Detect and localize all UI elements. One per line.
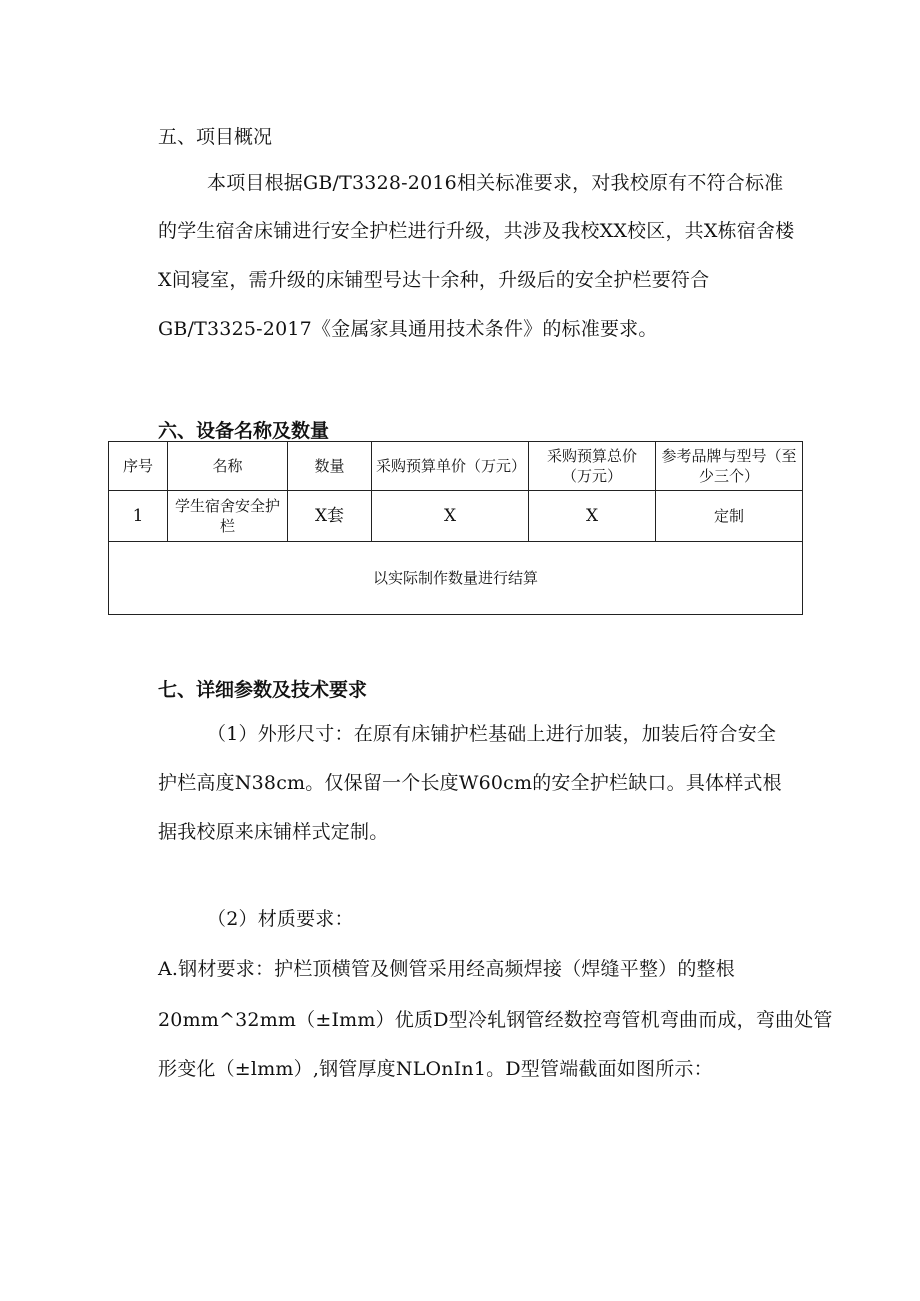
section6-heading: 六、设备名称及数量 [158, 420, 330, 442]
section5-heading: 五、项目概况 [158, 126, 273, 148]
section5-line-3: X间寝室，需升级的床铺型号达十余种，升级后的安全护栏要符合 [158, 269, 710, 291]
cell-settlement-note: 以实际制作数量进行结算 [109, 542, 803, 615]
cell-index: 1 [109, 491, 168, 542]
cell-total-price: X [529, 491, 656, 542]
table-note-row [109, 542, 803, 615]
item1-line-1: （1）外形尺寸：在原有床铺护栏基础上进行加装，加装后符合安全 [207, 723, 777, 745]
section7-heading: 七、详细参数及技术要求 [158, 679, 368, 701]
table-header-row [109, 442, 803, 491]
header-brand-model: 参考品牌与型号（至少三个） [656, 442, 803, 491]
section5-line-1: 本项目根据GB/T3328-2016相关标准要求，对我校原有不符合标准 [207, 172, 784, 194]
item1-line-2: 护栏高度N38cm。仅保留一个长度W60cm的安全护栏缺口。具体样式根 [158, 772, 782, 794]
header-total-price: 采购预算总价（万元） [529, 442, 656, 491]
item1-line-3: 据我校原来床铺样式定制。 [158, 821, 389, 843]
cell-brand-model: 定制 [656, 491, 803, 542]
item2-line-1: A.钢材要求：护栏顶横管及侧管采用经高频焊接（焊缝平整）的整根 [158, 958, 735, 980]
item2-line-2: 20mm^32mm（±Imm）优质D型冷轧钢管经数控弯管机弯曲而成，弯曲处管 [158, 1009, 833, 1031]
header-name: 名称 [168, 442, 288, 491]
equipment-table [108, 441, 803, 615]
header-quantity: 数量 [288, 442, 372, 491]
cell-name: 学生宿舍安全护栏 [168, 491, 288, 542]
table-row [109, 491, 803, 542]
header-index: 序号 [109, 442, 168, 491]
section5-line-2: 的学生宿舍床铺进行安全护栏进行升级，共涉及我校XX校区，共X栋宿舍楼 [158, 220, 795, 242]
cell-quantity: X套 [288, 491, 372, 542]
cell-unit-price: X [372, 491, 529, 542]
item2-line-3: 形变化（±lmm）,钢管厚度NLOnIn1。D型管端截面如图所示： [158, 1058, 713, 1080]
item2-heading: （2）材质要求： [207, 908, 354, 930]
section5-line-4: GB/T3325-2017《金属家具通用技术条件》的标准要求。 [158, 318, 658, 340]
header-unit-price: 采购预算单价（万元） [372, 442, 529, 491]
